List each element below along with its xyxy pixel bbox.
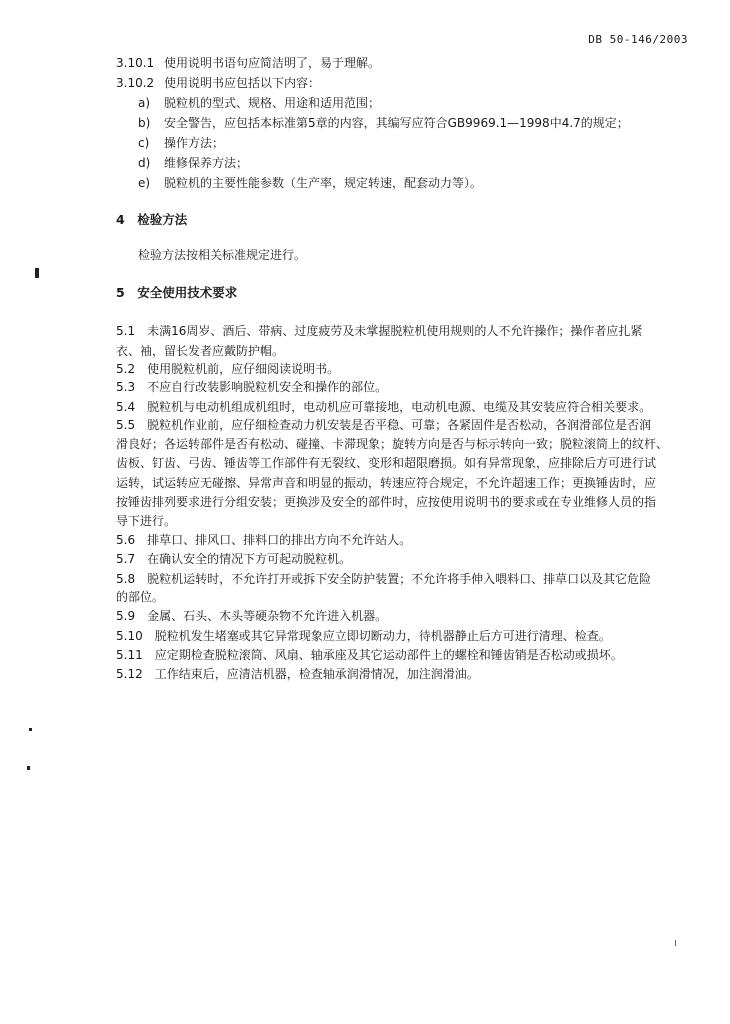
clause-5-5-line-5: 按锤齿排列要求进行分组安装；更换涉及安全的部件时，应按使用说明书的要求或在专业维修人员的指 (116, 495, 657, 509)
clause-5-6: 5.6 排草口、排风口、排料口的排出方向不允许站人。 (116, 533, 412, 547)
list-text: 脱粒机的型式、规格、用途和适用范围； (164, 96, 381, 110)
clause-5-3: 5.3 不应自行改装影响脱粒机安全和操作的部位。 (116, 380, 388, 394)
clause-number: 3.10.2 (116, 76, 155, 90)
clause-5-11: 5.11 应定期检查脱粒滚筒、风扇、轴承座及其它运动部件上的螺栓和锤齿销是否松动或损坏。 (116, 648, 623, 662)
clause-5-5-line-3: 齿板、钉齿、弓齿、锤齿等工作部件有无裂纹、变形和超限磨损。如有异常现象，应排除后方可进行试 (116, 456, 657, 470)
clause-5-10: 5.10 脱粒机发生堵塞或其它异常现象应立即切断动力，待机器静止后方可进行清理、检查。 (116, 629, 611, 643)
clause-3-10-1 (116, 56, 380, 70)
section-5-heading: 5 安全使用技术要求 (116, 285, 238, 300)
list-text: 维修保养方法； (164, 156, 249, 170)
list-marker: b) (138, 116, 151, 130)
clause-number: 3.10.1 (116, 56, 155, 70)
scan-artifact-mark (675, 940, 676, 946)
clause-5-8-line-1: 5.8 脱粒机运转时，不允许打开或拆下安全防护装置；不允许将手伸入喂料口、排草口以及其它危险 (116, 572, 652, 586)
list-item-a (138, 96, 380, 110)
clause-3-10-2 (116, 76, 320, 90)
standard-code-header: DB 50-146/2003 (588, 33, 688, 46)
list-item-c (138, 136, 224, 150)
clause-5-9: 5.9 金属、石头、木头等硬杂物不允许进入机器。 (116, 609, 388, 623)
list-marker: c) (138, 136, 150, 150)
clause-5-2: 5.2 使用脱粒机前，应仔细阅读说明书。 (116, 362, 340, 376)
list-marker: a) (138, 96, 151, 110)
clause-5-12: 5.12 工作结束后，应清洁机器，检查轴承润滑情况，加注润滑油。 (116, 667, 479, 681)
list-item-b (138, 116, 629, 130)
list-text: 安全警告，应包括本标准第5章的内容，其编写应符合GB9969.1—1998中4.7的规定； (164, 116, 629, 130)
clause-5-4: 5.4 脱粒机与电动机组成机组时，电动机应可靠接地，电动机电源、电缆及其安装应符合相关要求。 (116, 400, 652, 414)
clause-5-5-line-1: 5.5 脱粒机作业前，应仔细检查动力机安装是否平稳、可靠；各紧固件是否松动，各润滑部位是否润 (116, 418, 652, 432)
scan-artifact-mark (27, 766, 30, 770)
clause-5-8-line-2: 的部位。 (116, 590, 165, 604)
clause-5-5-line-2: 滑良好；各运转部件是否有松动、碰撞、卡滞现象；旋转方向是否与标示转向一致；脱粒滚筒上的纹杆、 (116, 437, 669, 451)
clause-5-1-line-2: 衣、袖，留长发者应戴防护帽。 (116, 344, 285, 358)
scan-artifact-mark (35, 268, 39, 278)
list-text: 操作方法； (164, 136, 225, 150)
list-item-e (138, 176, 482, 190)
list-text: 脱粒机的主要性能参数（生产率，规定转速，配套动力等）。 (164, 176, 483, 190)
clause-5-5-line-4: 运转，试运转应无碰擦、异常声音和明显的振动，转速应符合规定，不允许超速工作；更换锤齿时，应 (116, 476, 657, 490)
clause-5-1-line-1: 5.1 未满16周岁、酒后、带病、过度疲劳及未掌握脱粒机使用规则的人不允许操作；操作者应扎紧 (116, 324, 643, 338)
clause-text: 使用说明书语句应简洁明了，易于理解。 (164, 56, 381, 70)
clause-text: 使用说明书应包括以下内容： (164, 76, 321, 90)
clause-5-7: 5.7 在确认安全的情况下方可起动脱粒机。 (116, 552, 352, 566)
scan-artifact-mark (29, 728, 32, 731)
section-4-heading: 4 检验方法 (116, 212, 188, 227)
list-marker: d) (138, 156, 151, 170)
section-4-body: 检验方法按相关标准规定进行。 (138, 248, 307, 262)
list-item-d (138, 156, 248, 170)
list-marker: e) (138, 176, 151, 190)
clause-5-5-line-6: 导下进行。 (116, 514, 177, 528)
